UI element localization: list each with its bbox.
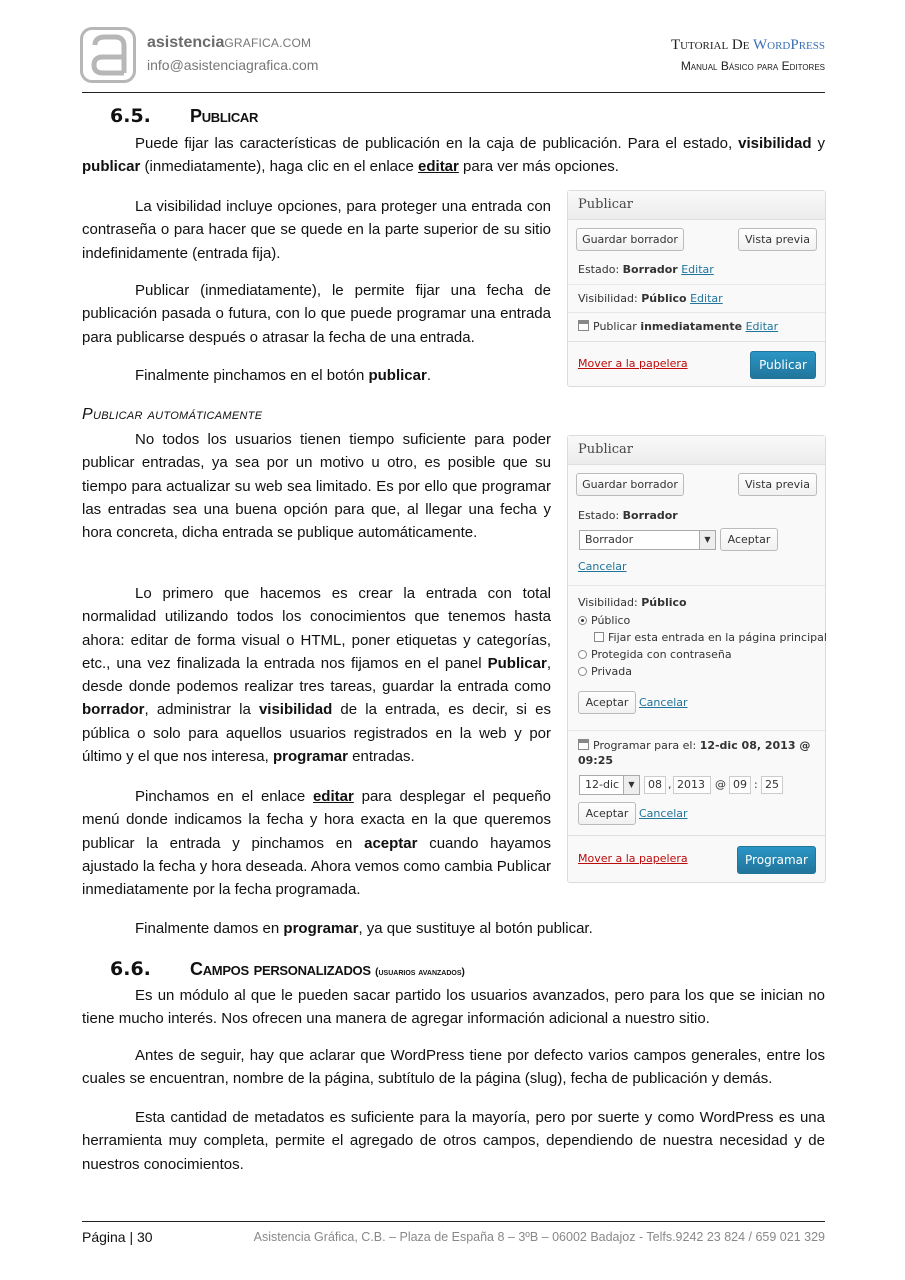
custom-fields-paragraph-2: Antes de seguir, hay que aclarar que WordPress tiene por defecto varios campos generales, entre los cuales se encuentran, nombre de la página, subtítulo de la página (slug), fecha de publicación y demás. xyxy=(82,1047,825,1088)
visibility-edit-link[interactable]: Editar xyxy=(690,292,723,305)
save-draft-button[interactable]: Guardar borrador xyxy=(576,228,684,251)
doc-title: Tutorial De WordPress xyxy=(670,37,825,53)
status-row: Estado: Borrador xyxy=(578,509,678,522)
publish-row: Publicar inmediatamente Editar xyxy=(578,320,778,333)
auto-paragraph-1: No todos los usuarios tienen tiempo suficiente para poder publicar entradas, ya sea por un motivo u otro, es posible que su tiempo para actualizar su web sea limitado. Es por ello que programar las entradas sea una buena opción para que, al llegar una fecha y hora concreta, dicha entrada se publique automáticamente. xyxy=(82,431,551,542)
radio-icon xyxy=(578,650,587,659)
header-rule xyxy=(82,92,825,93)
schedule-row: Programar para el: 12-dic 08, 2013 @ xyxy=(578,739,810,752)
divider xyxy=(568,585,825,586)
visibility-row: Visibilidad: Público Editar xyxy=(578,292,723,305)
trash-link[interactable]: Mover a la papelera xyxy=(578,852,688,865)
edit-link-2[interactable]: editar xyxy=(312,788,354,805)
radio-icon xyxy=(578,667,587,676)
intro-paragraph: Puede fijar las características de publicación en la caja de publicación. Para el estado, visibilidad y publicar (inmediatamente), haga clic en el enlace editar para ver más opciones. xyxy=(82,135,825,176)
status-accept-button[interactable]: Aceptar xyxy=(720,528,778,551)
visibility-paragraph: La visibilidad incluye opciones, para proteger una entrada con contraseña o para hacer que se quede en la parte superior de su sitio indefinidamente (entrada fija). xyxy=(82,198,551,262)
edit-link[interactable]: editar xyxy=(418,158,459,176)
visibility-row: Visibilidad: Público xyxy=(578,596,687,609)
status-cancel-link[interactable]: Cancelar xyxy=(578,560,627,573)
doc-subtitle: Manual Básico para Editores xyxy=(680,59,825,73)
auto-final-paragraph: Finalmente damos en programar, ya que sustituye al botón publicar. xyxy=(135,920,593,937)
divider xyxy=(568,730,825,731)
status-edit-link[interactable]: Editar xyxy=(681,263,714,276)
hour-input[interactable]: 09 xyxy=(729,776,751,794)
panel-title: Publicar xyxy=(568,436,825,465)
logo-icon xyxy=(87,33,131,79)
checkbox-icon xyxy=(594,632,604,642)
trash-link[interactable]: Mover a la papelera xyxy=(578,357,688,370)
radio-public[interactable]: Público xyxy=(578,614,630,627)
section-title: Publicar xyxy=(190,106,259,126)
schedule-panel xyxy=(567,435,826,883)
brand-name: asistenciaGRAFICA.COM xyxy=(147,34,312,51)
footer-address: Asistencia Gráfica, C.B. – Plaza de España 8 – 3ºB – 06002 Badajoz - Telfs.9242 23 824 / 659 021 329 xyxy=(253,1230,825,1244)
schedule-button[interactable]: Programar xyxy=(737,846,816,874)
calendar-icon xyxy=(578,320,589,331)
preview-button[interactable]: Vista previa xyxy=(738,473,817,496)
month-select[interactable]: 12-dic ▼ xyxy=(579,775,640,795)
footer-rule xyxy=(82,1221,825,1222)
section-number: 6.5. xyxy=(110,105,151,127)
schedule-accept-button[interactable]: Aceptar xyxy=(578,802,636,825)
schedule-time: 09:25 xyxy=(578,754,614,767)
radio-icon xyxy=(578,616,587,625)
divider xyxy=(568,284,825,285)
page-number: Página | 30 xyxy=(82,1229,153,1245)
schedule-cancel-link[interactable]: Cancelar xyxy=(639,807,688,820)
preview-button[interactable]: Vista previa xyxy=(738,228,817,251)
custom-fields-paragraph-3: Esta cantidad de metadatos es suficiente para la mayoría, pero por suerte y como WordPress es una herramienta muy completa, permite el agregado de otros campos, dependiendo de nuestra necesidad y de nuestros conocimientos. xyxy=(82,1109,825,1173)
custom-fields-paragraph-1: Es un módulo al que le pueden sacar partido los usuarios avanzados, pero para los que se inician no tiene mucho interés. Nos ofrecen una manera de agregar información adicional a nuestro sitio. xyxy=(82,987,825,1028)
panel-title: Publicar xyxy=(568,191,825,220)
minute-input[interactable]: 25 xyxy=(761,776,783,794)
calendar-icon xyxy=(578,739,589,750)
date-separator: , xyxy=(668,778,672,791)
brand-email: info@asistenciagrafica.com xyxy=(147,57,319,73)
day-input[interactable]: 08 xyxy=(644,776,666,794)
final-paragraph: Finalmente pinchamos en el botón publicar. xyxy=(135,367,432,384)
publish-button[interactable]: Publicar xyxy=(750,351,816,379)
chevron-down-icon: ▼ xyxy=(623,776,639,794)
radio-private[interactable]: Privada xyxy=(578,665,632,678)
section-title: Campos personalizados (usuarios avanzados) xyxy=(190,959,465,979)
chevron-down-icon: ▼ xyxy=(699,531,715,549)
at-separator: @ xyxy=(715,778,726,791)
year-input[interactable]: 2013 xyxy=(673,776,711,794)
divider xyxy=(568,341,825,342)
auto-paragraph-2: Lo primero que hacemos es crear la entrada con total normalidad utilizando todos los conocimientos que tenemos hasta ahora: editar de forma visual o HTML, poner etiquetas y categorías, etc., una vez finalizada la entrada nos fijamos en el panel Publicar, desde donde podemos realizar tres tareas, guardar la entrada como borrador, administrar la visibilidad de la entrada, es decir, si es pública o solo para aquellos usuarios registrados en la web y por último y el que nos interesa, programar entradas. xyxy=(82,585,551,766)
logo xyxy=(80,27,136,83)
auto-paragraph-3: Pinchamos en el enlace editar para desplegar el pequeño menú donde indicamos la fecha y hora exacta en la que queremos publicar la entrada y pinchamos en aceptar cuando hayamos ajustado la fecha y hora deseada. Ahora vemos como cambia Publicar inmediatamente por la fecha programada. xyxy=(82,788,551,899)
sticky-checkbox[interactable]: Fijar esta entrada en la página principal xyxy=(594,631,827,644)
subheading: Publicar automáticamente xyxy=(82,406,263,423)
status-row: Estado: Borrador Editar xyxy=(578,263,714,276)
status-select[interactable]: Borrador ▼ xyxy=(579,530,716,550)
divider xyxy=(568,835,825,836)
section-number: 6.6. xyxy=(110,958,151,980)
publish-panel xyxy=(567,190,826,387)
divider xyxy=(568,312,825,313)
save-draft-button[interactable]: Guardar borrador xyxy=(576,473,684,496)
visibility-accept-button[interactable]: Aceptar xyxy=(578,691,636,714)
time-separator: : xyxy=(754,778,758,791)
visibility-cancel-link[interactable]: Cancelar xyxy=(639,696,688,709)
publish-paragraph: Publicar (inmediatamente), le permite fijar una fecha de publicación pasada o futura, con lo que puede programar una entrada para publicarse después o atrasar la fecha de una entrada. xyxy=(82,282,551,346)
radio-password[interactable]: Protegida con contraseña xyxy=(578,648,732,661)
publish-edit-link[interactable]: Editar xyxy=(745,320,779,333)
